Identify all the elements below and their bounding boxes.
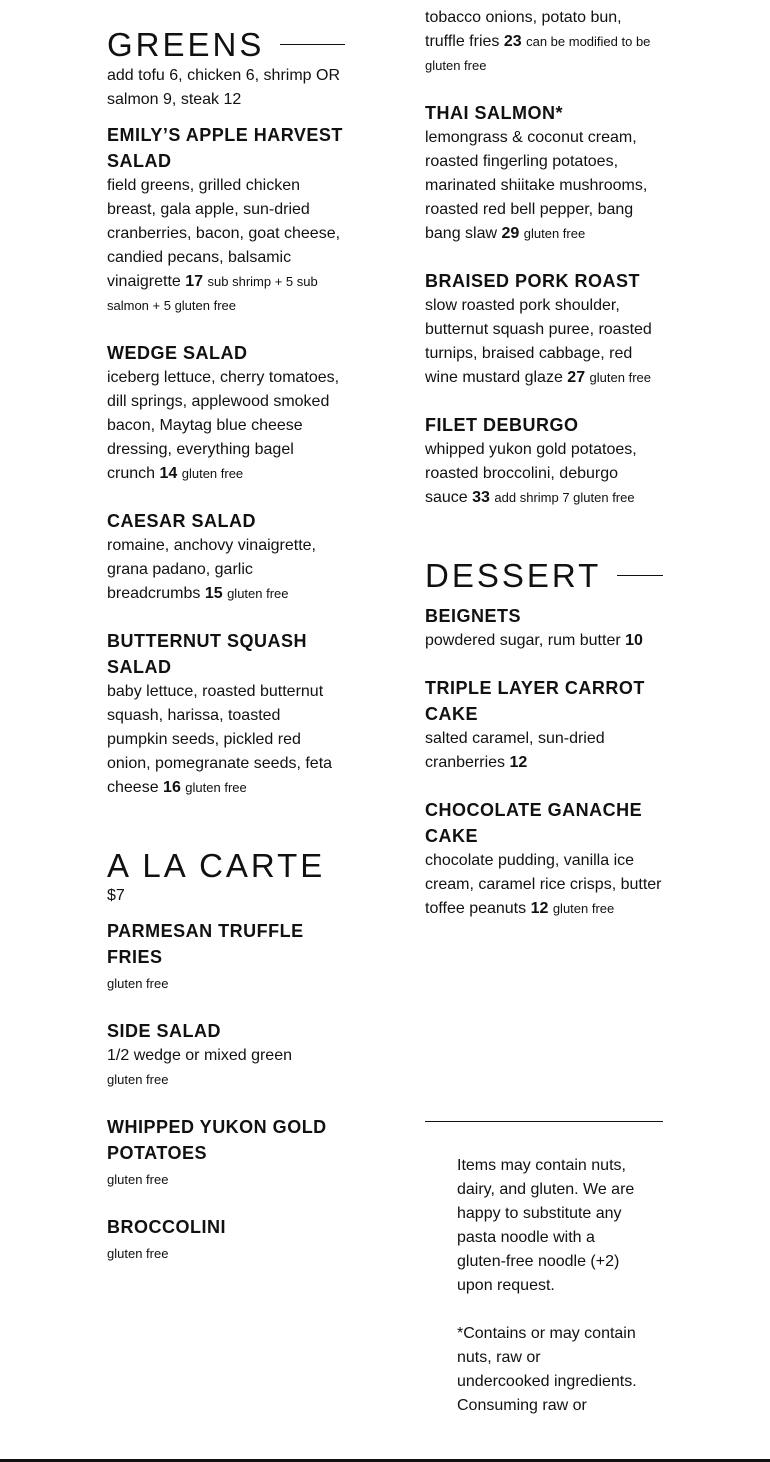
item-desc-text: iceberg lettuce, cherry tomatoes, dill springs, applewood smoked bacon, Maytag blue cheese dressing, everything bagel crunch [107,369,340,482]
item-price: 33 [472,489,490,506]
item-desc-text: baby lettuce, roasted butternut squash, harissa, toasted pumpkin seeds, pickled red onion, pomegranate seeds, feta cheese [107,683,333,796]
item-description [425,294,663,390]
item-desc-text: lemongrass & coconut cream, roasted fingerling potatoes, marinated shiitake mushrooms, roasted red bell pepper, bang bang slaw [425,129,648,242]
item-extra: gluten free [185,780,247,795]
greens-note: add tofu 6, chicken 6, shrimp OR salmon 9, steak 12 [107,67,340,108]
item-name: EMILY’S APPLE HARVEST SALAD [107,125,343,171]
item-desc-text: chocolate pudding, vanilla ice cream, caramel rice crisps, butter toffee peanuts [425,852,662,917]
item-description [107,174,345,318]
right-column [425,0,663,921]
menu-item [107,122,345,318]
menu-item [107,1018,345,1092]
item-extra: gluten free [107,1172,169,1187]
menu-item [107,340,345,486]
item-name: BUTTERNUT SQUASH SALAD [107,631,307,677]
item-desc-text: 1/2 wedge or mixed green [107,1047,292,1064]
alacarte-section-title: A LA CARTE [107,847,326,884]
allergy-notice [457,1154,637,1418]
item-name: WHIPPED YUKON GOLD POTATOES [107,1117,327,1163]
menu-item [425,675,663,775]
item-description [107,680,345,800]
section-rule [617,575,663,576]
item-desc-text: salted caramel, sun-dried cranberries [425,730,605,771]
item-description [425,727,663,775]
item-price: 17 [185,273,204,290]
item-extra: gluten free [227,586,289,601]
item-desc-text: tobacco onions, potato bun, truffle fries [425,9,622,50]
item-name: PARMESAN TRUFFLE FRIES [107,921,304,967]
item-price: 10 [625,632,643,649]
item-extra: gluten free [523,226,586,241]
item-extra: can be modified to be gluten free [425,34,651,73]
raw-food-notice-text: *Contains or may contain nuts, raw or undercooked ingredients. Consuming raw or [457,1325,637,1414]
item-desc-text: whipped yukon gold potatoes, roasted broccolini, deburgo sauce [425,441,637,506]
item-desc-text: slow roasted pork shoulder, butternut squash puree, roasted turnips, braised cabbage, red wine mustard glaze [425,297,652,386]
item-price: 16 [163,779,181,796]
menu-item [425,100,663,246]
item-extra: gluten free [107,1072,169,1087]
section-rule [280,44,345,45]
allergy-notice-text: Items may contain nuts, dairy, and gluten. We are happy to substitute any pasta noodle with a gluten-free noodle (+2) upon request. [457,1157,635,1294]
dessert-section-title [425,558,663,593]
item-price: 15 [204,585,223,602]
item-extra: add shrimp 7 gluten free [494,490,635,505]
item-name: FILET DEBURGO [425,415,579,435]
notice-divider [425,1121,663,1122]
item-price: 14 [159,465,178,482]
greens-title-text: GREENS [107,26,265,63]
item-price: 27 [567,369,586,386]
item-name: BROCCOLINI [107,1217,226,1237]
menu-item [107,1214,345,1266]
greens-section-title [107,27,345,62]
item-name: BEIGNETS [425,606,522,626]
item-description [107,534,345,606]
item-description [425,438,663,510]
item-extra: gluten free [589,370,651,385]
entree-continued-description [425,6,663,78]
menu-item [107,508,345,606]
item-desc-text: field greens, grilled chicken breast, gala apple, sun-dried cranberries, bacon, goat cheese, candied pecans, balsamic vinaigrette [107,177,341,290]
item-name: BRAISED PORK ROAST [425,271,641,291]
item-desc-text: romaine, anchovy vinaigrette, grana padano, garlic breadcrumbs [107,537,316,602]
item-extra: gluten free [107,1246,169,1261]
item-description [425,849,663,921]
item-description [425,629,663,653]
item-name: THAI SALMON* [425,103,563,123]
menu-item [107,628,345,800]
alacarte-note: $7 [107,887,125,904]
menu-item [425,603,663,653]
item-price: 12 [509,754,528,771]
item-price: 12 [530,900,549,917]
dessert-title-text: DESSERT [425,557,602,594]
item-name: SIDE SALAD [107,1021,222,1041]
menu-item [107,918,345,996]
item-name: CAESAR SALAD [107,511,257,531]
menu-item [425,268,663,390]
item-name: CHOCOLATE GANACHE CAKE [425,800,643,846]
item-price: 23 [503,33,522,50]
item-desc-text: powdered sugar, rum butter [425,632,621,649]
left-column [107,0,345,1266]
item-extra: sub shrimp + 5 sub salmon + 5 gluten free [107,274,318,313]
item-description [107,366,345,486]
menu-item [425,797,663,921]
menu-item [107,1114,345,1192]
item-description [425,126,663,246]
item-name: TRIPLE LAYER CARROT CAKE [425,678,645,724]
menu-item [425,412,663,510]
item-extra: gluten free [552,901,615,916]
item-extra: gluten free [181,466,244,481]
item-price: 29 [501,225,520,242]
item-name: WEDGE SALAD [107,343,248,363]
item-extra: gluten free [107,976,169,991]
